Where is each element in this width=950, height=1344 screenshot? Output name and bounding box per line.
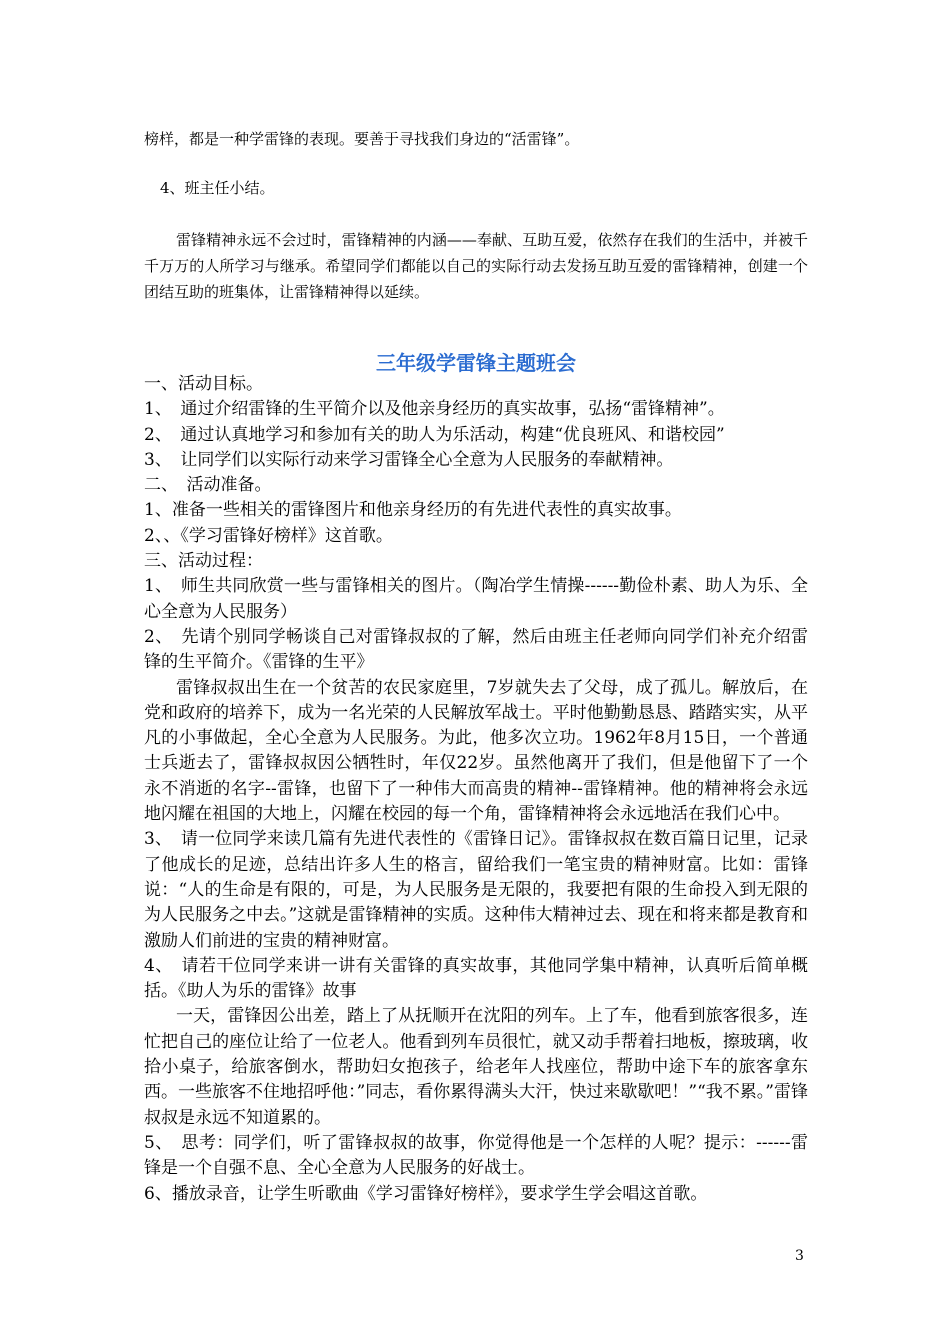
page-number: 3 xyxy=(795,1248,804,1264)
lesson-body xyxy=(144,372,808,1207)
heading-activity-process: 三、活动过程： xyxy=(144,551,263,572)
biography-paragraph: 雷锋叔叔出生在一个贫苦的农民家庭里，7岁就失去了父母，成了孤儿。解放后，在党和政府的培养下，成为一名光荣的人民解放军战士。平时他勤勤恳恳、踏踏实实，从平凡的小事做起，全心全意为人民服务。为此，他多次立功。1962年8月15日，一个普通士兵逝去了，雷锋叔叔因公牺牲时，年仅22岁。虽然他离开了我们，但是他留下了一个永不消逝的名字--雷锋，也留下了一种伟大而高贵的精神--雷锋精神。他的精神将会永远地闪耀在祖国的大地上，闪耀在校园的每一个角，雷锋精神将会永远地活在我们心中。 xyxy=(144,677,808,825)
continued-paragraph: 榜样，都是一种学雷锋的表现。要善于寻找我们身边的“活雷锋”。 xyxy=(144,130,580,148)
process-item-1: 1、 师生共同欣赏一些与雷锋相关的图片。（陶冶学生情操------勤俭朴素、助人为乐、全心全意为人民服务） xyxy=(144,576,808,622)
goal-item-2: 2、 通过认真地学习和参加有关的助人为乐活动，构建“优良班风、和谐校园” xyxy=(144,424,725,445)
goal-item-3: 3、 让同学们以实际行动来学习雷锋全心全意为人民服务的奉献精神。 xyxy=(144,449,674,470)
summary-paragraph: 雷锋精神永远不会过时，雷锋精神的内涵——奉献、互助互爱，依然存在我们的生活中，并被千千万万的人所学习与继承。希望同学们都能以自己的实际行动去发扬互助互爱的雷锋精神，创建一个团结互助的班集体，让雷锋精神得以延续。 xyxy=(144,231,808,301)
story-paragraph: 一天，雷锋因公出差，踏上了从抚顺开在沈阳的列车。上了车，他看到旅客很多，连忙把自己的座位让给了一位老人。他看到列车员很忙，就又动手帮着扫地板，擦玻璃，收拾小桌子，给旅客倒水，帮助妇女抱孩子，给老年人找座位，帮助中途下车的旅客拿东西。一些旅客不住地招呼他：”同志，看你累得满头大汗，快过来歇歇吧！”“我不累。”雷锋叔叔是永远不知道累的。 xyxy=(144,1006,808,1128)
heading-activity-goals: 一、活动目标。 xyxy=(144,374,263,394)
process-item-2: 2、 先请个别同学畅谈自己对雷锋叔叔的了解，然后由班主任老师向同学们补充介绍雷锋的生平简介。《雷锋的生平》 xyxy=(144,626,808,673)
goal-item-1: 1、 通过介绍雷锋的生平简介以及他亲身经历的真实故事，弘扬“雷锋精神”。 xyxy=(144,399,725,420)
process-item-4: 4、 请若干位同学来讲一讲有关雷锋的真实故事，其他同学集中精神，认真听后简单概括。《助人为乐的雷锋》故事 xyxy=(144,955,808,1002)
prep-item-1: 1、准备一些相关的雷锋图片和他亲身经历的有先进代表性的真实故事。 xyxy=(144,500,682,521)
item-class-teacher-summary: 4、班主任小结。 xyxy=(160,179,275,197)
process-item-6: 6、播放录音，让学生听歌曲《学习雷锋好榜样》，要求学生学会唱这首歌。 xyxy=(144,1183,708,1204)
process-item-5: 5、 思考：同学们，听了雷锋叔叔的故事，你觉得他是一个怎样的人呢？提示：------雷锋是一个自强不息、全心全意为人民服务的好战士。 xyxy=(144,1132,808,1179)
process-item-3: 3、 请一位同学来读几篇有先进代表性的《雷锋日记》。雷锋叔叔在数百篇日记里，记录了他成长的足迹，总结出许多人生的格言，留给我们一笔宝贵的精神财富。比如：雷锋说：“人的生命是有限的，可是，为人民服务是无限的，我要把有限的生命投入到无限的为人民服务之中去。”这就是雷锋精神的实质。这种伟大精神过去、现在和将来都是教育和激励人们前进的宝贵的精神财富。 xyxy=(144,829,808,951)
prep-item-2: 2、、《学习雷锋好榜样》这首歌。 xyxy=(144,525,393,546)
section-title: 三年级学雷锋主题班会 xyxy=(376,351,576,375)
heading-activity-preparation: 二、 活动准备。 xyxy=(144,475,272,496)
